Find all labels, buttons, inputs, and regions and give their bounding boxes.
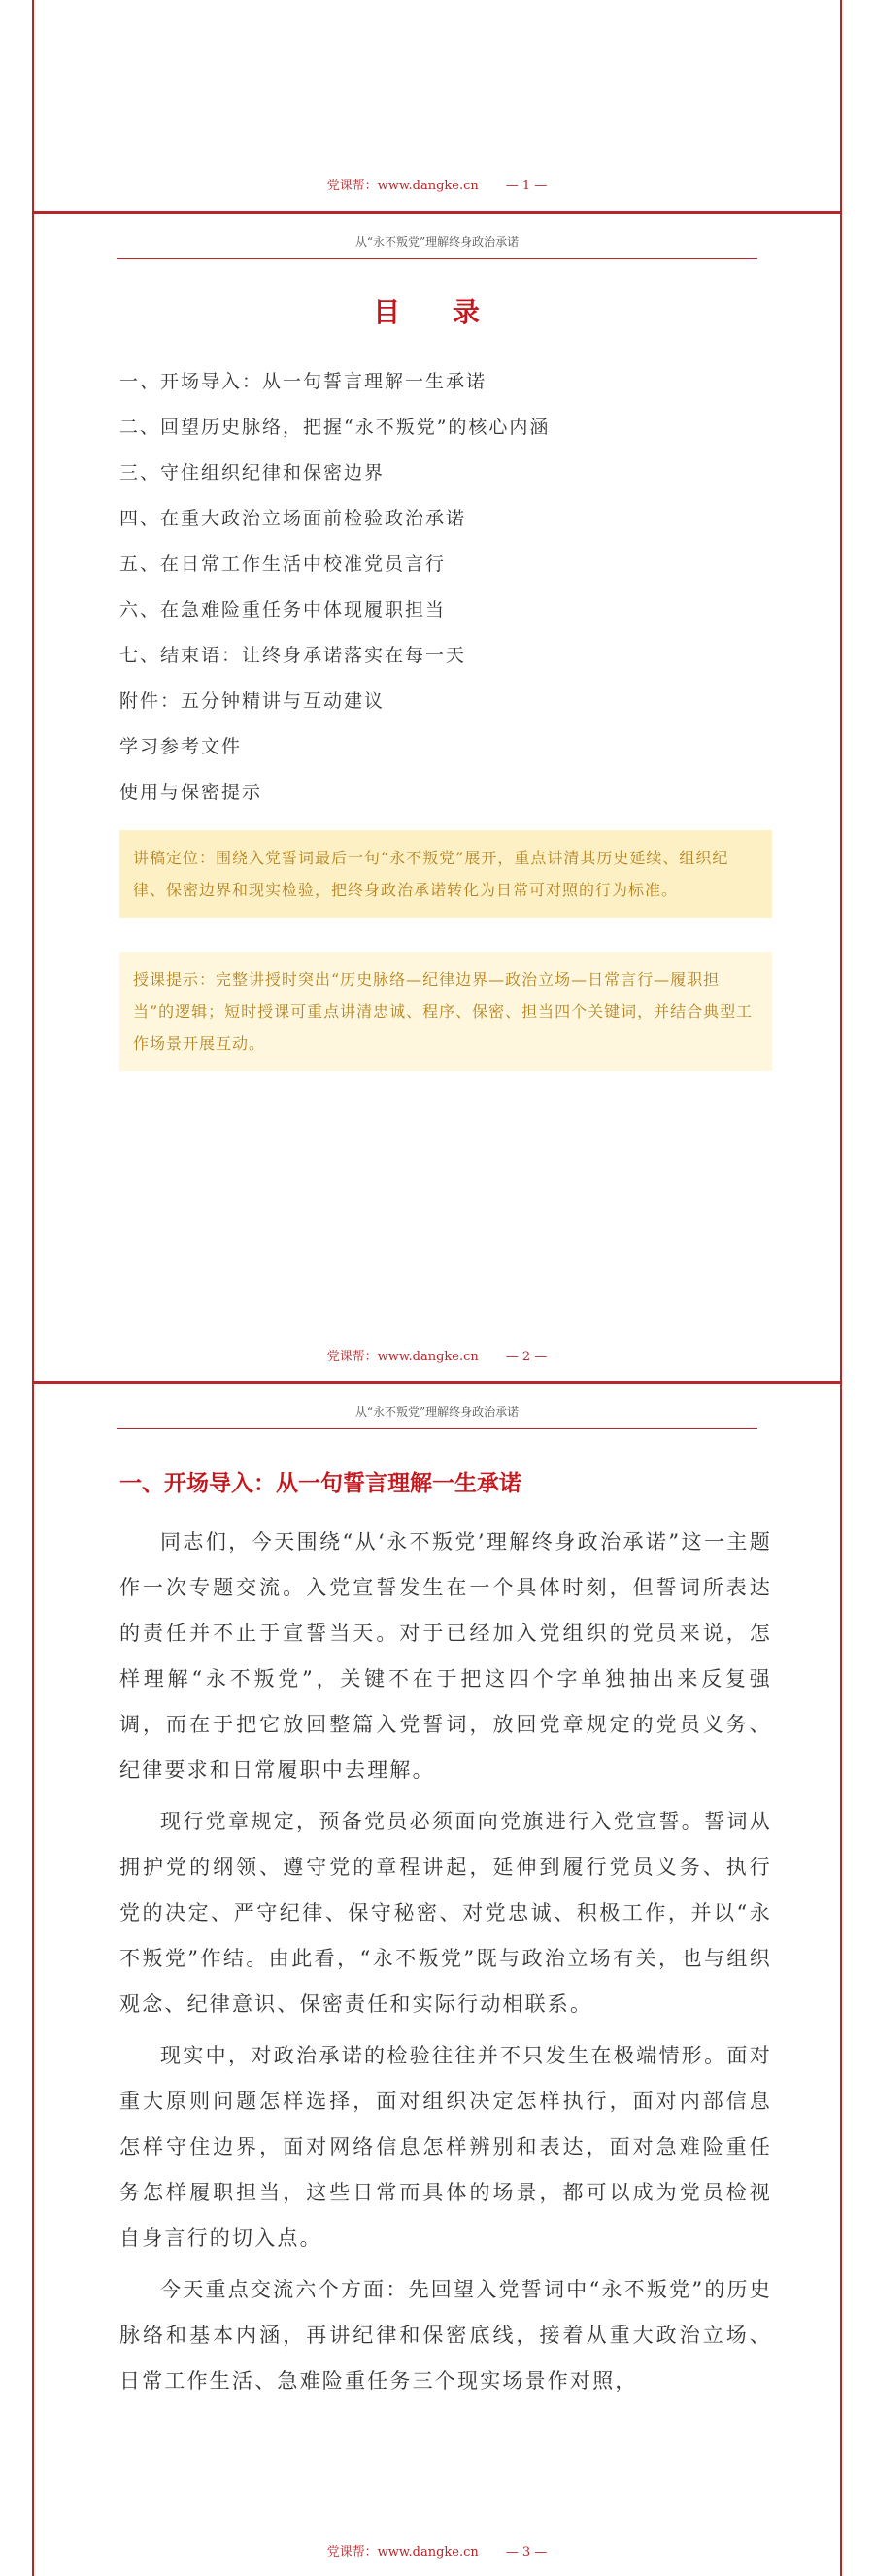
- page-footer: [34, 1346, 840, 1364]
- lecture-positioning-note: 讲稿定位：围绕入党誓词最后一句“永不叛党”展开，重点讲清其历史延续、组织纪律、保密边界和现实检验，把终身政治承诺转化为日常可对照的行为标准。: [119, 830, 772, 918]
- footer-page-number: — 1 —: [505, 179, 548, 193]
- page-footer: [34, 175, 840, 193]
- toc-item[interactable]: 七、结束语：让终身承诺落实在每一天: [119, 645, 467, 666]
- toc-list: [119, 359, 550, 816]
- footer-site: 党课帮：www.dangke.cn: [326, 1350, 479, 1364]
- footer-site: 党课帮：www.dangke.cn: [326, 179, 479, 193]
- toc-item[interactable]: 五、在日常工作生活中校准党员言行: [119, 553, 447, 575]
- toc-item[interactable]: 三、守住组织纪律和保密边界: [119, 462, 386, 484]
- paragraph: 现行党章规定，预备党员必须面向党旗进行入党宣誓。誓词从拥护党的纲领、遵守党的章程讲起，延伸到履行党员义务、执行党的决定、严守纪律、保守秘密、对党忠诚、积极工作，并以“永不叛党”作结。由此看，“永不叛党”既与政治立场有关，也与组织观念、纪律意识、保密责任和实际行动相联系。: [119, 1810, 772, 2016]
- page-1: [32, 0, 842, 214]
- page-2: [32, 214, 842, 1384]
- body-text: [119, 1520, 772, 2410]
- page-3: [32, 1384, 842, 2576]
- page-footer: [34, 2541, 840, 2559]
- footer-page-number: — 3 —: [505, 2545, 548, 2559]
- toc-item[interactable]: 学习参考文件: [119, 736, 243, 757]
- toc-item[interactable]: 六、在急难险重任务中体现履职担当: [119, 599, 447, 620]
- paragraph: 今天重点交流六个方面：先回望入党誓词中“永不叛党”的历史脉络和基本内涵，再讲纪律和保密底线，接着从重大政治立场、日常工作生活、急难险重任务三个现实场景作对照，: [119, 2278, 772, 2392]
- section-title: 一、开场导入：从一句誓言理解一生承诺: [119, 1471, 521, 1496]
- toc-item[interactable]: 使用与保密提示: [119, 782, 263, 803]
- toc-item[interactable]: 附件：五分钟精讲与互动建议: [119, 690, 386, 712]
- running-header: 从“永不叛党”理解终身政治承诺: [117, 1403, 757, 1429]
- paragraph: 现实中，对政治承诺的检验往往并不只发生在极端情形。面对重大原则问题怎样选择，面对组织决定怎样执行，面对内部信息怎样守住边界，面对网络信息怎样辨别和表达，面对急难险重任务怎样履职担当，这些日常而具体的场景，都可以成为党员检视自身言行的切入点。: [119, 2044, 772, 2250]
- footer-site: 党课帮：www.dangke.cn: [326, 2545, 479, 2559]
- teaching-tip-note: 授课提示：完整讲授时突出“历史脉络—纪律边界—政治立场—日常言行—履职担当”的逻辑；短时授课可重点讲清忠诚、程序、保密、担当四个关键词，并结合典型工作场景开展互动。: [119, 952, 772, 1071]
- running-header: 从“永不叛党”理解终身政治承诺: [117, 233, 757, 259]
- toc-item[interactable]: 二、回望历史脉络，把握“永不叛党”的核心内涵: [119, 417, 551, 438]
- footer-page-number: — 2 —: [505, 1350, 548, 1364]
- toc-item[interactable]: 一、开场导入：从一句誓言理解一生承诺: [119, 371, 487, 392]
- paragraph: 同志们，今天围绕“从‘永不叛党’理解终身政治承诺”这一主题作一次专题交流。入党宣誓发生在一个具体时刻，但誓词所表达的责任并不止于宣誓当天。对于已经加入党组织的党员来说，怎样理解“永不叛党”，关键不在于把这四个字单独抽出来反复强调，而在于把它放回整篇入党誓词，放回党章规定的党员义务、纪律要求和日常履职中去理解。: [119, 1530, 772, 1782]
- toc-item[interactable]: 四、在重大政治立场面前检验政治承诺: [119, 508, 467, 529]
- toc-title: 目 录: [373, 296, 501, 328]
